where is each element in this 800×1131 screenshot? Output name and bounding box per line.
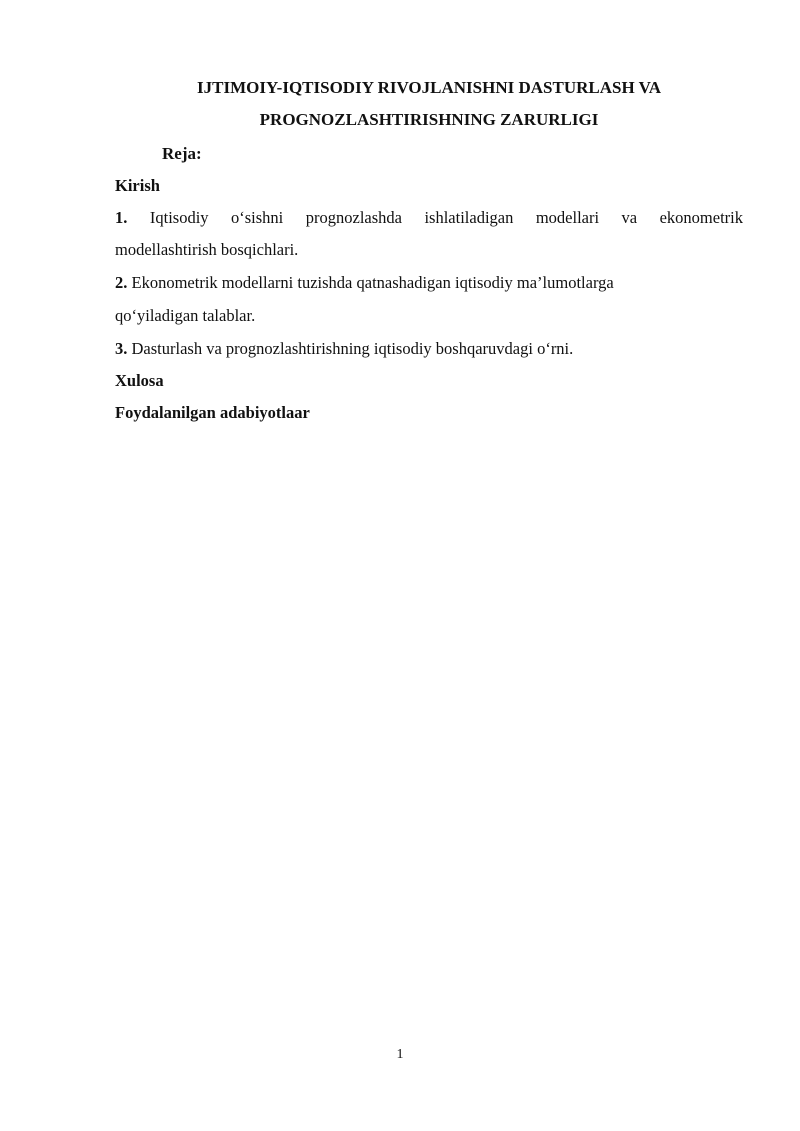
page-number: 1	[396, 1047, 404, 1062]
plan-item-1	[115, 208, 743, 228]
plan-item-2-number: 2.	[115, 273, 128, 292]
plan-label: Reja:	[162, 144, 202, 163]
document-title-line-1: IJTIMOIY-IQTISODIY RIVOJLANISHNI DASTURLASH VA	[197, 78, 661, 97]
plan-item-3-text: Dasturlash va prognozlashtirishning iqtisodiy boshqaruvdagi o‘rni.	[131, 339, 574, 358]
plan-item-3-number: 3.	[115, 339, 128, 358]
plan-item-conclusion: Xulosa	[115, 371, 164, 390]
document-title-line-2: PROGNOZLASHTIRISHNING ZARURLIGI	[259, 110, 599, 129]
plan-item-2	[115, 273, 743, 293]
plan-item-3	[115, 339, 743, 359]
plan-item-intro: Kirish	[115, 176, 160, 195]
plan-item-1-continuation: modellashtirish bosqichlari.	[115, 240, 299, 259]
plan-item-2-text-line-1: Ekonometrik modellarni tuzishda qatnashadigan iqtisodiy ma’lumotlarga	[131, 273, 614, 292]
plan-item-1-number: 1.	[115, 208, 128, 227]
plan-item-1-text-line-1: Iqtisodiy o‘sishni prognozlashda ishlatiladigan modellari va ekonometrik	[149, 208, 743, 227]
plan-item-2-continuation: qo‘yiladigan talablar.	[115, 306, 256, 325]
plan-item-references: Foydalanilgan adabiyotlaar	[115, 403, 310, 422]
